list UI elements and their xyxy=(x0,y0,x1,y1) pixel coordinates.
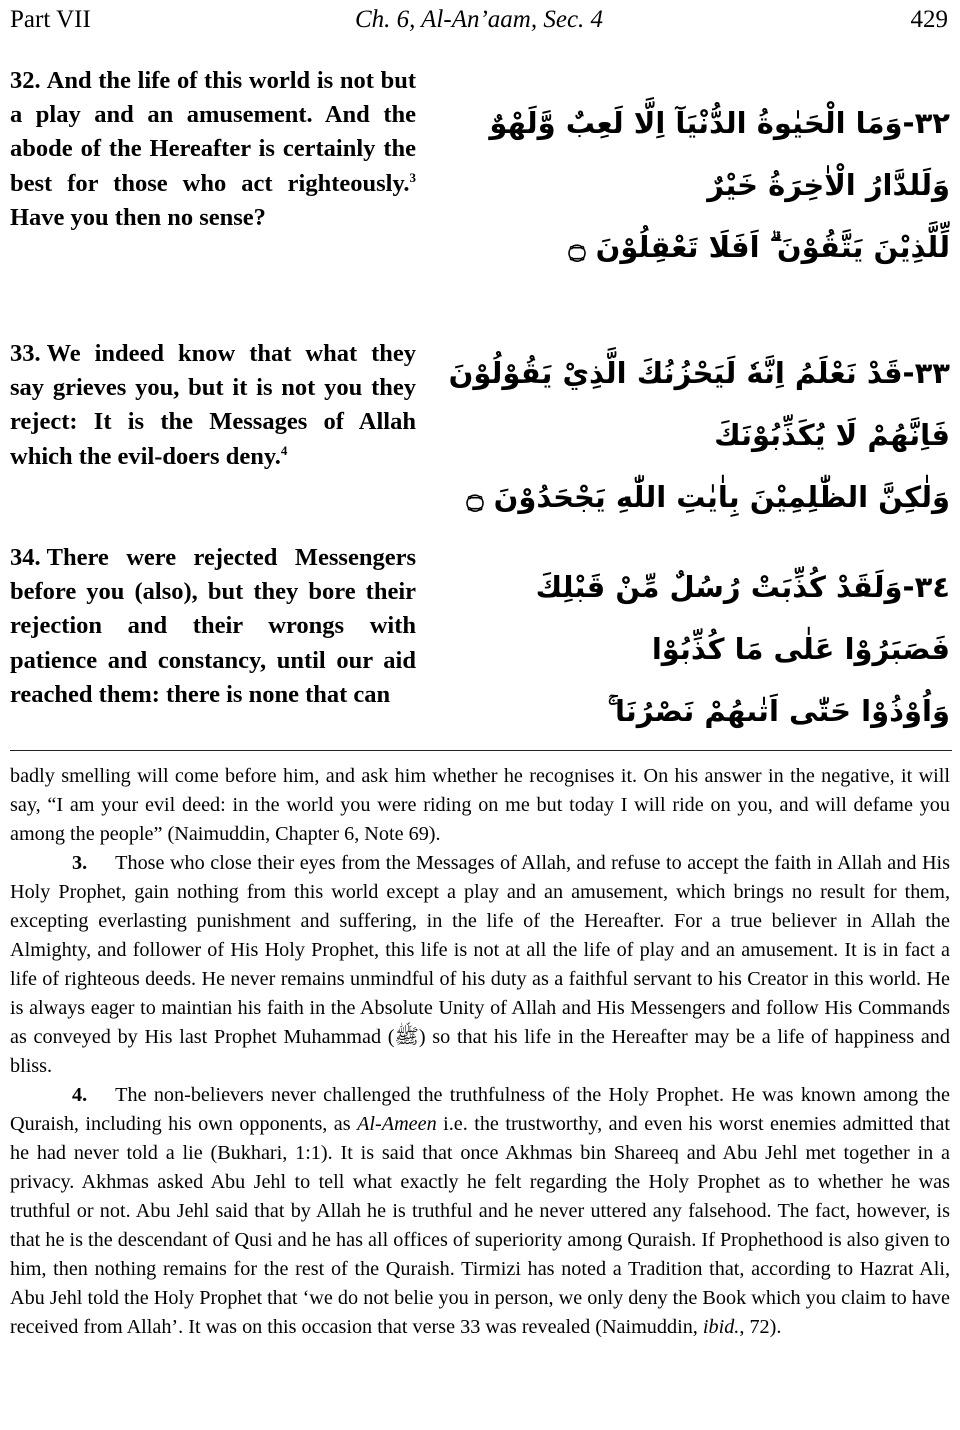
footnote-ref: 3 xyxy=(409,169,416,185)
note-text: , 72). xyxy=(739,1316,782,1338)
part-label: Part VII xyxy=(10,6,91,33)
verse-text: There were rejected Messengers before you (also), but they bore their rejection and their wrongs with patience and constancy, until our aid reached them: there is none that can xyxy=(10,544,416,708)
note-number: 4. xyxy=(72,1084,88,1106)
verse-34-arabic xyxy=(520,556,950,742)
arabic-line: فَاِنَّهُمْ لَا يُكَذِّبُوْنَكَ xyxy=(714,418,950,452)
chapter-title: Ch. 6, Al-An’aam, Sec. 4 xyxy=(354,6,604,33)
footnotes xyxy=(10,762,950,1342)
note-text: i.e. the trustworthy, and even his worst enemies admitted that he had never told a lie (Bukhari, 1:1). It is said that once Akhmas bin Shareeq and Abu Jehl met together in a privacy. Akhmas asked Abu Jehl to tell what exactly he felt regarding the Holy Prophet as to whether he was truthful or not. Abu Jehl said that by Allah he is truthful and he never uttered any falsehood. The fact, however, is that he is the descendant of Qusi and he has all offices of superiority among Quraish. If Prophethood is also given to him, then nothing remains for the rest of the Quraish. Tirmizi has noted a Tradition that, according to Hazrat Ali, Abu Jehl told the Holy Prophet that ‘we do not belie you in person, we only deny the Book which you claim to have received from Allah’. It was on this occasion that verse 33 was revealed (Naimuddin, xyxy=(10,1113,950,1338)
verse-34-english xyxy=(10,541,416,712)
verse-text: And the life of this world is not but a play and an amusement. And the abode of the Hereafter is certainly the best for those who act righteously. xyxy=(10,67,416,197)
arabic-line: ٣٢-وَمَا الْحَيٰوةُ الدُّنْيَآ اِلَّا لَعِبٌ وَّلَهْوٌ xyxy=(489,106,950,140)
footnote-ref: 4 xyxy=(280,442,288,458)
footnote-divider xyxy=(10,750,952,751)
note-text: The non-believers never challenged the truthfulness of the Holy Prophet. He was known among the Quraish, including his own opponents, as xyxy=(10,1084,950,1135)
page-number: 429 xyxy=(910,6,948,33)
verse-32-arabic xyxy=(489,92,950,278)
running-header xyxy=(10,2,948,42)
verse-number: 33. xyxy=(10,340,41,367)
arabic-line: وَلٰكِنَّ الظّٰلِمِيْنَ بِاٰيٰتِ اللّٰهِ يَجْحَدُوْنَ ۝ xyxy=(466,480,950,514)
arabic-line: فَصَبَرُوْا عَلٰى مَا كُذِّبُوْا xyxy=(651,632,950,666)
verse-text: We indeed know that what they say grieves you, but it is not you they reject: It is the Messages of Allah which the evil-doers deny. xyxy=(10,340,416,470)
note-4 xyxy=(10,1081,950,1342)
note-text: Those who close their eyes from the Messages of Allah, and refuse to accept the faith in Allah and His Holy Prophet, gain nothing from this world except a play and an amusement, which brings no result for them, excepting everlasting punishment and suffering, in the life of the Hereafter. For a true believer in Allah the Almighty, and follower of His Holy Prophet, this life is not at all the life of play and an amusement. It is in fact a life of righteous deeds. He never remains unmindful of his duty as a faithful servant to his Creator in this world. He is always eager to maintian his faith in the Absolute Unity of Allah and His Messengers and follow His Commands as conveyed by His last Prophet Muhammad (ﷺ) so that his life in the Hereafter may be a life of happiness and bliss. xyxy=(10,852,950,1077)
verse-number: 34. xyxy=(10,544,41,571)
verse-text-cont: Have you then no sense? xyxy=(10,203,266,231)
arabic-line: لِّلَّذِيْنَ يَتَّقُوْنَ ۗ اَفَلَا تَعْقِلُوْنَ ۝ xyxy=(568,230,950,264)
verse-32-english xyxy=(10,64,416,235)
verse-33-english xyxy=(10,337,416,474)
note-italic: Al-Ameen xyxy=(357,1113,437,1135)
arabic-line: ٣٣-قَدْ نَعْلَمُ اِنَّهٗ لَيَحْزُنُكَ الَّذِيْ يَقُوْلُوْنَ xyxy=(448,356,950,390)
note-italic: ibid. xyxy=(702,1316,740,1338)
arabic-line: ٣٤-وَلَقَدْ كُذِّبَتْ رُسُلٌ مِّنْ قَبْلِكَ xyxy=(535,570,950,604)
verse-number: 32. xyxy=(10,67,41,94)
arabic-line: وَاُوْذُوْا حَتّٰى اَتٰىهُمْ نَصْرُنَا ۚ xyxy=(607,694,950,728)
note-3 xyxy=(10,849,950,1081)
note-continuation: badly smelling will come before him, and ask him whether he recognises it. On his answer in the negative, it will say, “I am your evil deed: in the world you were riding on me but today I will ride on you, and will defame you among the people” (Naimuddin, Chapter 6, Note 69). xyxy=(10,765,950,845)
note-number: 3. xyxy=(72,852,88,874)
verse-33-arabic xyxy=(448,342,950,528)
arabic-line: وَلَلدَّارُ الْاٰخِرَةُ خَيْرٌ xyxy=(707,168,950,202)
